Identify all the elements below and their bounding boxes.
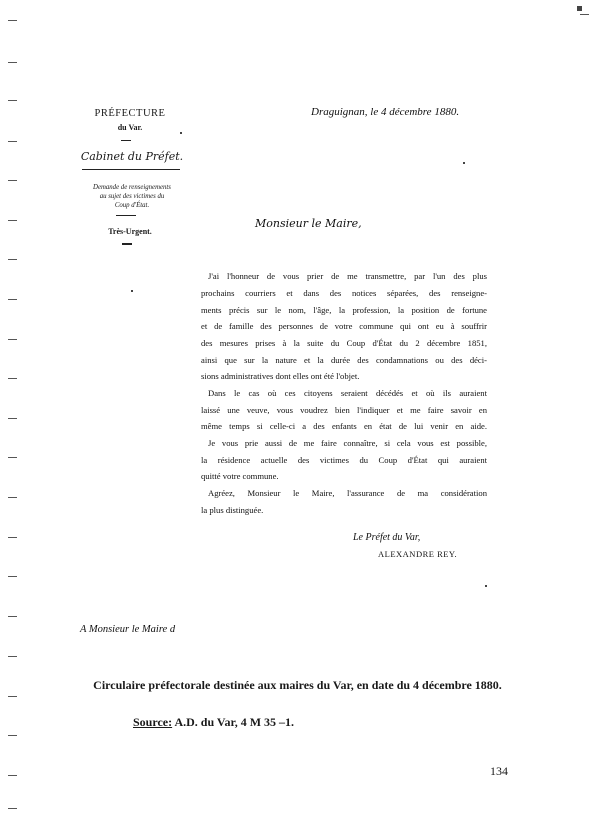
body-line-11: Je vous prie aussi de me faire connaître, si cela vous est possible, (208, 438, 487, 448)
body-line-6: ainsi que sur la nature et la durée des condamnations ou des déci- (201, 355, 487, 365)
urgency-label: Très-Urgent. (108, 227, 152, 236)
subject-line-1: Demande de renseignements (93, 184, 171, 191)
source-line (133, 715, 294, 730)
prefecture-heading: PRÉFECTURE (94, 108, 166, 119)
addressee-line: A Monsieur le Maire d (80, 624, 176, 635)
salutation: Monsieur le Maire, (255, 217, 362, 230)
cabinet-rule (82, 169, 180, 170)
cabinet-label: Cabinet du Préfet. (80, 150, 184, 163)
body-line-3: ments précis sur le nom, l'âge, la profession, la position de fortune (201, 305, 487, 315)
header-rule (121, 140, 131, 141)
body-line-7: sions administratives dont elles ont été l'objet. (201, 371, 360, 381)
subject-rule (116, 215, 136, 216)
body-line-8: Dans le cas où ces citoyens seraient décédés et où ils auraient (208, 388, 487, 398)
body-line-14: Agréez, Monsieur le Maire, l'assurance de ma considération (208, 488, 487, 498)
subject-line-3: Coup d'État. (114, 202, 150, 209)
body-line-15: la plus distinguée. (201, 505, 264, 515)
body-line-1: J'ai l'honneur de vous prier de me transmettre, par l'un des plus (208, 271, 487, 281)
signature-name: ALEXANDRE REY. (378, 549, 458, 559)
body-line-9: laissé une veuve, vous voudrez bien l'indiquer et me faire savoir en (201, 405, 487, 415)
body-line-12: la résidence actuelle des victimes du Coup d'État qui auraient (201, 455, 487, 465)
caption: Circulaire préfectorale destinée aux maires du Var, en date du 4 décembre 1880. (93, 678, 502, 692)
source-text: A.D. du Var, 4 M 35 –1. (172, 715, 295, 729)
urgency-rule (122, 243, 132, 245)
signature-title: Le Préfet du Var, (353, 532, 421, 543)
page-number: 134 (490, 764, 508, 778)
department-label: du Var. (117, 123, 143, 132)
place-date: Draguignan, le 4 décembre 1880. (311, 106, 460, 118)
body-line-5: des mesures prises à la suite du Coup d'État du 2 décembre 1851, (201, 338, 487, 348)
source-label: Source: (133, 715, 173, 729)
letter-scan (70, 78, 525, 635)
body-line-10: même temps si celle-ci a des enfants en état de lui venir en aide. (201, 421, 487, 431)
body-line-2: prochains courriers et dans des notices séparées, des renseigne- (201, 288, 487, 298)
body-line-4: et de famille des personnes de votre commune qui ont eu à souffrir (201, 321, 487, 331)
subject-line-2: au sujet des victimes du (99, 193, 165, 200)
body-line-13: quitté votre commune. (201, 471, 279, 481)
